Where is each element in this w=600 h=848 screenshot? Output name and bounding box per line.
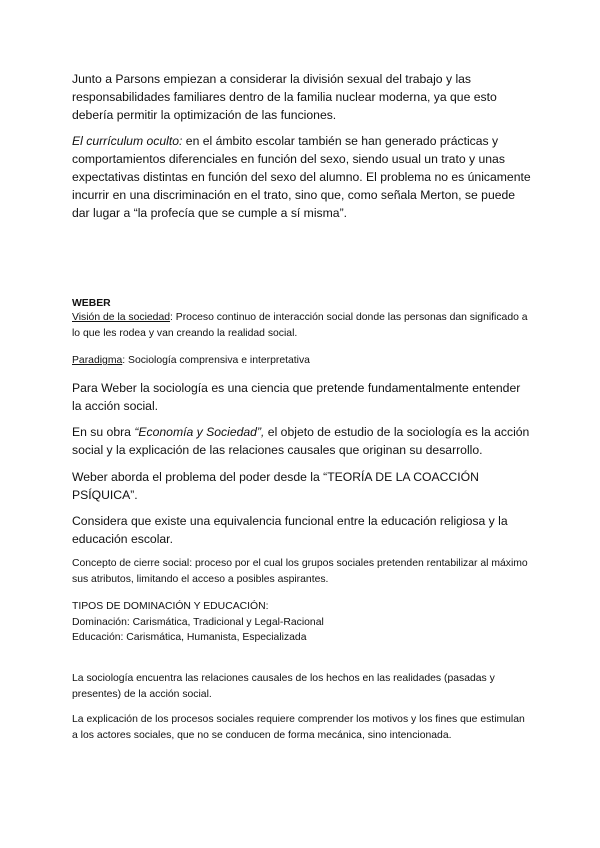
obra-title: “Economía y Sociedad”, bbox=[134, 425, 265, 439]
vision-label: Visión de la sociedad bbox=[72, 312, 171, 323]
obra-post: el objeto de estudio de la sociología es la acción social y la explicación de las relaciones causales que originan su desarrollo. bbox=[72, 425, 530, 457]
vision-text: : Proceso continuo de interacción social donde las personas dan significado a lo que les rodea y van creando la realidad social. bbox=[72, 312, 528, 339]
paragraph-sociologia-ciencia: Para Weber la sociología es una ciencia que pretende fundamentalmente entender la acción social. bbox=[72, 381, 521, 413]
paragraph-problema-poder: Weber aborda el problema del poder desde la “TEORÍA DE LA COACCIÓN PSÍQUICA”. bbox=[72, 470, 479, 502]
paragraph-procesos-sociales: La explicación de los procesos sociales requiere comprender los motivos y los fines que estimulan a los actores sociales, que no se conducen de forma mecánica, sino intencionada. bbox=[72, 714, 525, 741]
paragraph-parsons: Junto a Parsons empiezan a considerar la división sexual del trabajo y las responsabilidades familiares dentro de la familia nuclear moderna, ya que esto debería permitir la optimización de las funciones. bbox=[72, 72, 497, 122]
weber-heading: WEBER bbox=[72, 298, 111, 309]
curriculum-oculto-term: El currículum oculto: bbox=[72, 134, 183, 148]
paradigma-text: : Sociología comprensiva e interpretativa bbox=[122, 355, 310, 366]
paragraph-cierre-social: Concepto de cierre social: proceso por el cual los grupos sociales pretenden rentabilizar al máximo sus atributos, limitando el acceso a posibles aspirantes. bbox=[72, 558, 528, 585]
paragraph-equivalencia: Considera que existe una equivalencia funcional entre la educación religiosa y la educación escolar. bbox=[72, 514, 508, 546]
paragraph-vision-sociedad bbox=[72, 310, 532, 342]
paragraph-paradigma bbox=[72, 353, 532, 369]
tipos-dominacion-heading: TIPOS DE DOMINACIÓN Y EDUCACIÓN: bbox=[72, 601, 269, 612]
obra-pre: En su obra bbox=[72, 425, 135, 439]
paragraph-economia-sociedad bbox=[72, 423, 532, 459]
paradigma-label: Paradigma bbox=[72, 355, 123, 366]
dominacion-line: Dominación: Carismática, Tradicional y Legal-Racional bbox=[72, 617, 324, 628]
paragraph-curriculum-oculto bbox=[72, 132, 532, 222]
curriculum-oculto-text: en el ámbito escolar también se han generado prácticas y comportamientos diferenciales en función del sexo, siendo usual un trato y unas expectativas distintas en función del sexo del alumno. El problema no es únicamente incurrir en una discriminación en el trato, sino que, como señala Merton, se puede dar lugar a “la profecía que se cumple a sí misma”. bbox=[72, 134, 531, 220]
educacion-line: Educación: Carismática, Humanista, Especializada bbox=[72, 632, 307, 643]
paragraph-relaciones-causales: La sociología encuentra las relaciones causales de los hechos en las realidades (pasadas y presentes) de la acción social. bbox=[72, 673, 495, 700]
